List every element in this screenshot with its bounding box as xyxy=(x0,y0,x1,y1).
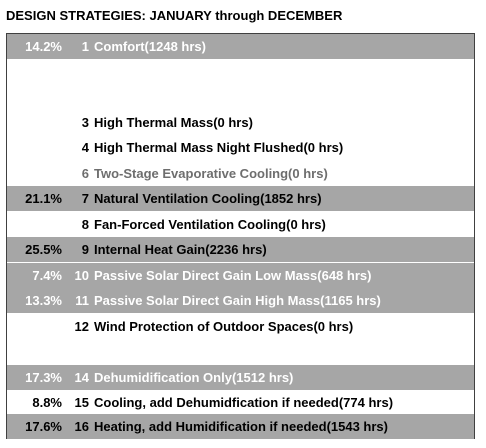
strategies-list xyxy=(6,33,475,439)
strategy-label-group xyxy=(69,191,322,206)
strategy-row-10[interactable] xyxy=(7,263,474,288)
strategy-label-group xyxy=(69,319,353,334)
strategy-percent: 14.2% xyxy=(25,39,62,54)
strategy-number: 16 xyxy=(74,419,89,434)
strategy-number: 10 xyxy=(74,268,89,283)
strategy-label: Two-Stage Evaporative Cooling(0 hrs) xyxy=(94,166,328,181)
strategy-row-11[interactable] xyxy=(7,288,474,313)
strategy-row-8[interactable] xyxy=(7,212,474,237)
strategy-label: Natural Ventilation Cooling(1852 hrs) xyxy=(94,191,322,206)
strategy-row-9[interactable] xyxy=(7,237,474,262)
strategy-label-group xyxy=(69,268,371,283)
strategy-label: Wind Protection of Outdoor Spaces(0 hrs) xyxy=(94,319,354,334)
strategy-row-4[interactable] xyxy=(7,135,474,160)
strategy-label-group xyxy=(69,242,267,257)
strategy-row-3[interactable] xyxy=(7,110,474,135)
strategy-label-group xyxy=(69,293,381,308)
strategy-percent: 17.6% xyxy=(25,419,62,434)
strategy-label-group xyxy=(69,370,293,385)
strategy-number: 1 xyxy=(81,39,89,54)
strategy-percent: 13.3% xyxy=(25,293,62,308)
strategy-label: Cooling, add Dehumidfication if needed(774 hrs) xyxy=(94,395,394,410)
strategy-label: High Thermal Mass Night Flushed(0 hrs) xyxy=(94,140,344,155)
strategy-row-16[interactable] xyxy=(7,414,474,439)
strategy-row-7[interactable] xyxy=(7,186,474,211)
strategy-label-group xyxy=(69,39,206,54)
strategy-label-group xyxy=(69,115,253,130)
strategy-percent: 17.3% xyxy=(25,370,62,385)
strategy-row-14[interactable] xyxy=(7,365,474,390)
strategy-number: 9 xyxy=(81,242,89,257)
strategy-number: 14 xyxy=(74,370,89,385)
strategy-number: 6 xyxy=(81,166,89,181)
strategy-number: 4 xyxy=(81,140,89,155)
strategy-row-15[interactable] xyxy=(7,390,474,415)
strategy-label: Heating, add Humidification if needed(1543 hrs) xyxy=(94,419,388,434)
strategy-number: 8 xyxy=(81,217,89,232)
strategy-label-group xyxy=(69,419,388,434)
strategy-label-group xyxy=(69,166,328,181)
strategy-label-group xyxy=(69,217,326,232)
strategy-label: Comfort(1248 hrs) xyxy=(94,39,206,54)
strategy-percent: 7.4% xyxy=(32,268,62,283)
strategy-percent: 21.1% xyxy=(25,191,62,206)
strategy-label-group xyxy=(69,140,343,155)
strategy-percent: 8.8% xyxy=(32,395,62,410)
strategy-label: Passive Solar Direct Gain Low Mass(648 hrs) xyxy=(94,268,372,283)
strategy-label: Internal Heat Gain(2236 hrs) xyxy=(94,242,267,257)
strategy-row-12[interactable] xyxy=(7,314,474,339)
strategy-label-group xyxy=(69,395,393,410)
strategy-label: Dehumidification Only(1512 hrs) xyxy=(94,370,294,385)
strategy-number: 12 xyxy=(74,319,89,334)
strategy-number: 11 xyxy=(75,293,89,308)
strategy-label: High Thermal Mass(0 hrs) xyxy=(94,115,253,130)
strategy-label: Passive Solar Direct Gain High Mass(1165 hrs) xyxy=(94,293,381,308)
panel-title: DESIGN STRATEGIES: JANUARY through DECEMBER xyxy=(6,8,343,23)
strategy-label: Fan-Forced Ventilation Cooling(0 hrs) xyxy=(94,217,326,232)
strategy-percent: 25.5% xyxy=(25,242,62,257)
strategy-row-6[interactable] xyxy=(7,161,474,186)
strategy-number: 15 xyxy=(74,395,89,410)
strategy-number: 3 xyxy=(81,115,89,130)
strategy-number: 7 xyxy=(81,191,89,206)
strategy-row-1[interactable] xyxy=(7,34,474,59)
